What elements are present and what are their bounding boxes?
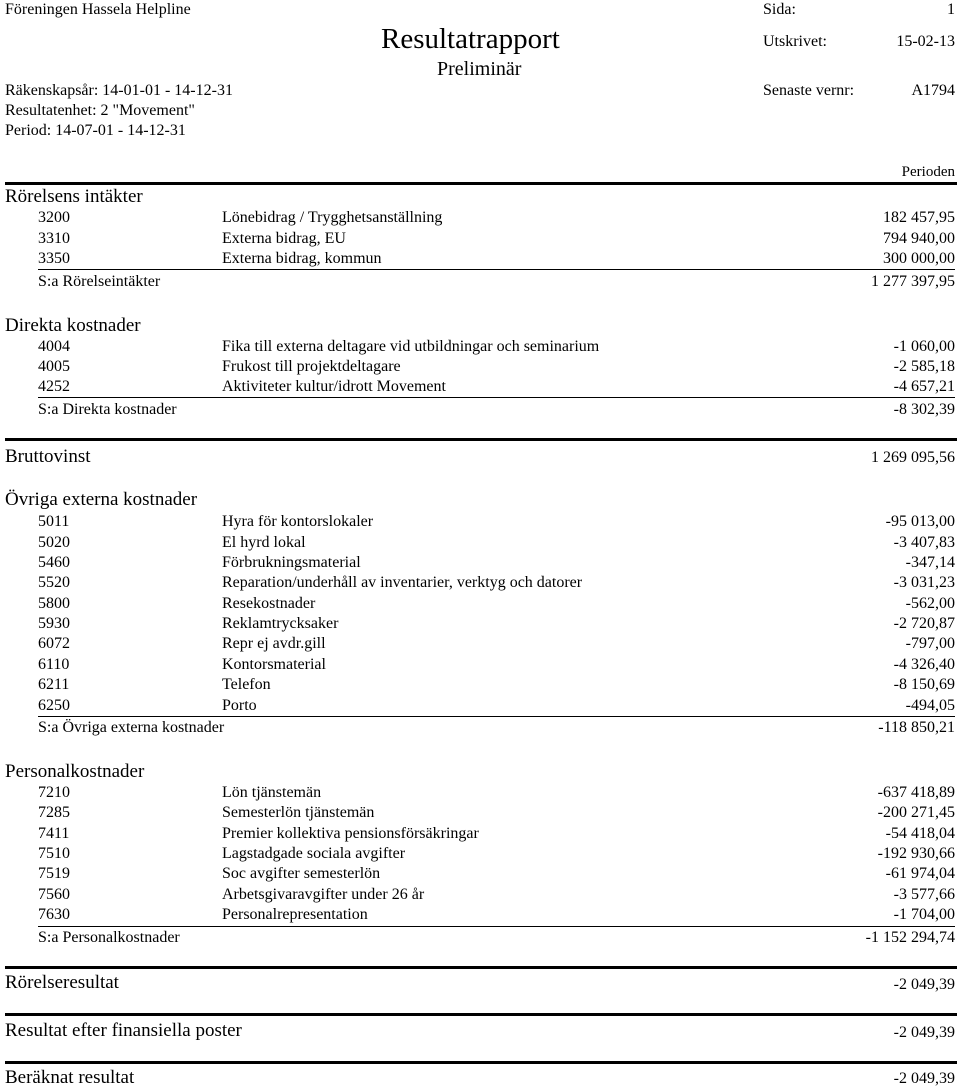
calculated-result-rule: [5, 1061, 957, 1064]
page-number: 1: [947, 1, 955, 18]
fiscal-year: Räkenskapsår: 14-01-01 - 14-12-31: [5, 82, 233, 99]
account-amount: -54 418,04: [885, 825, 955, 842]
account-amount: -200 271,45: [877, 804, 955, 821]
gross-profit-amount: 1 269 095,56: [871, 449, 955, 466]
account-number: 5930: [38, 615, 70, 632]
version-label: Senaste vernr:: [763, 82, 855, 99]
account-amount: -8 150,69: [893, 676, 955, 693]
account-number: 3200: [38, 209, 70, 226]
account-description: Fika till externa deltagare vid utbildningar och seminarium: [222, 338, 600, 355]
account-amount: -3 577,66: [893, 886, 955, 903]
account-number: 7411: [38, 825, 70, 842]
account-amount: -562,00: [905, 595, 955, 612]
account-amount: -4 326,40: [893, 656, 955, 673]
account-amount: -1 060,00: [893, 338, 955, 355]
section-sum-amount: -8 302,39: [893, 401, 955, 418]
calculated-result-label: Beräknat resultat: [5, 1067, 135, 1088]
account-description: Semesterlön tjänstemän: [222, 804, 375, 821]
account-amount: -637 418,89: [877, 784, 955, 801]
account-description: Lönebidrag / Trygghetsanställning: [222, 209, 443, 226]
account-amount: -797,00: [905, 635, 955, 652]
result-unit: Resultatenhet: 2 "Movement": [5, 102, 195, 119]
account-description: Premier kollektiva pensionsförsäkringar: [222, 825, 479, 842]
account-amount: -4 657,21: [893, 378, 955, 395]
account-number: 7560: [38, 886, 70, 903]
account-description: Externa bidrag, kommun: [222, 250, 382, 267]
financial-result-rule: [5, 1013, 957, 1016]
account-number: 6072: [38, 635, 70, 652]
sum-rule: [38, 269, 955, 270]
account-number: 7510: [38, 845, 70, 862]
account-amount: -2 585,18: [893, 358, 955, 375]
section-sum-label: S:a Övriga externa kostnader: [38, 719, 225, 736]
account-amount: -3 031,23: [893, 574, 955, 591]
account-description: Aktiviteter kultur/idrott Movement: [222, 378, 446, 395]
report-title: Resultatrapport: [381, 23, 560, 55]
gross-profit-label: Bruttovinst: [5, 446, 91, 467]
account-description: Repr ej avdr.gill: [222, 635, 326, 652]
account-number: 7210: [38, 784, 70, 801]
report-subtitle: Preliminär: [437, 58, 522, 80]
account-number: 5800: [38, 595, 70, 612]
section-title: Personalkostnader: [5, 761, 145, 782]
account-description: El hyrd lokal: [222, 534, 306, 551]
account-number: 4004: [38, 338, 70, 355]
account-description: Lön tjänstemän: [222, 784, 322, 801]
account-amount: -494,05: [905, 697, 955, 714]
account-number: 3350: [38, 250, 70, 267]
account-amount: 300 000,00: [883, 250, 955, 267]
account-description: Soc avgifter semesterlön: [222, 865, 381, 882]
account-amount: -347,14: [905, 554, 955, 571]
account-description: Hyra för kontorslokaler: [222, 513, 374, 530]
account-amount: -2 720,87: [893, 615, 955, 632]
account-number: 5460: [38, 554, 70, 571]
section-sum-amount: -118 850,21: [878, 719, 955, 736]
account-description: Reparation/underhåll av inventarier, verktyg och datorer: [222, 574, 583, 591]
header-rule: [5, 182, 957, 185]
after-financial-amount: -2 049,39: [893, 1024, 955, 1041]
operating-result-amount: -2 049,39: [893, 976, 955, 993]
after-financial-label: Resultat efter finansiella poster: [5, 1020, 242, 1041]
account-description: Resekostnader: [222, 595, 316, 612]
account-number: 7630: [38, 906, 70, 923]
account-number: 7285: [38, 804, 70, 821]
account-number: 7519: [38, 865, 70, 882]
account-number: 5020: [38, 534, 70, 551]
account-number: 4005: [38, 358, 70, 375]
calculated-result-amount: -2 049,39: [893, 1070, 955, 1087]
operating-result-rule: [5, 966, 957, 969]
account-number: 6110: [38, 656, 70, 673]
page-label: Sida:: [763, 1, 796, 18]
account-amount: 794 940,00: [883, 230, 955, 247]
sum-rule: [38, 397, 955, 398]
sum-rule: [38, 716, 955, 717]
version-number: A1794: [911, 82, 955, 99]
section-sum-label: S:a Rörelseintäkter: [38, 273, 161, 290]
account-amount: -95 013,00: [885, 513, 955, 530]
account-number: 5520: [38, 574, 70, 591]
section-sum-label: S:a Direkta kostnader: [38, 401, 177, 418]
account-description: Frukost till projektdeltagare: [222, 358, 401, 375]
account-number: 5011: [38, 513, 70, 530]
account-amount: -3 407,83: [893, 534, 955, 551]
account-description: Arbetsgivaravgifter under 26 år: [222, 886, 425, 903]
account-amount: 182 457,95: [883, 209, 955, 226]
section-sum-label: S:a Personalkostnader: [38, 929, 180, 946]
printed-date: 15-02-13: [896, 33, 955, 50]
printed-label: Utskrivet:: [763, 33, 827, 50]
column-header-period: Perioden: [901, 164, 955, 180]
gross-profit-rule: [5, 438, 957, 441]
section-title: Övriga externa kostnader: [5, 489, 198, 510]
section-title: Direkta kostnader: [5, 315, 141, 336]
account-description: Porto: [222, 697, 257, 714]
account-description: Kontorsmaterial: [222, 656, 326, 673]
organization-name: Föreningen Hassela Helpline: [5, 1, 191, 18]
account-number: 3310: [38, 230, 70, 247]
account-amount: -61 974,04: [885, 865, 955, 882]
report-period: Period: 14-07-01 - 14-12-31: [5, 122, 186, 139]
account-description: Telefon: [222, 676, 271, 693]
account-description: Reklamtrycksaker: [222, 615, 339, 632]
operating-result-label: Rörelseresultat: [5, 972, 119, 993]
section-sum-amount: 1 277 397,95: [871, 273, 955, 290]
account-description: Förbrukningsmaterial: [222, 554, 361, 571]
section-title: Rörelsens intäkter: [5, 186, 143, 207]
sum-rule: [38, 926, 955, 927]
account-description: Externa bidrag, EU: [222, 230, 346, 247]
account-description: Lagstadgade sociala avgifter: [222, 845, 406, 862]
account-amount: -192 930,66: [877, 845, 955, 862]
account-number: 6250: [38, 697, 70, 714]
account-description: Personalrepresentation: [222, 906, 368, 923]
section-sum-amount: -1 152 294,74: [865, 929, 955, 946]
account-number: 6211: [38, 676, 70, 693]
account-amount: -1 704,00: [893, 906, 955, 923]
account-number: 4252: [38, 378, 70, 395]
